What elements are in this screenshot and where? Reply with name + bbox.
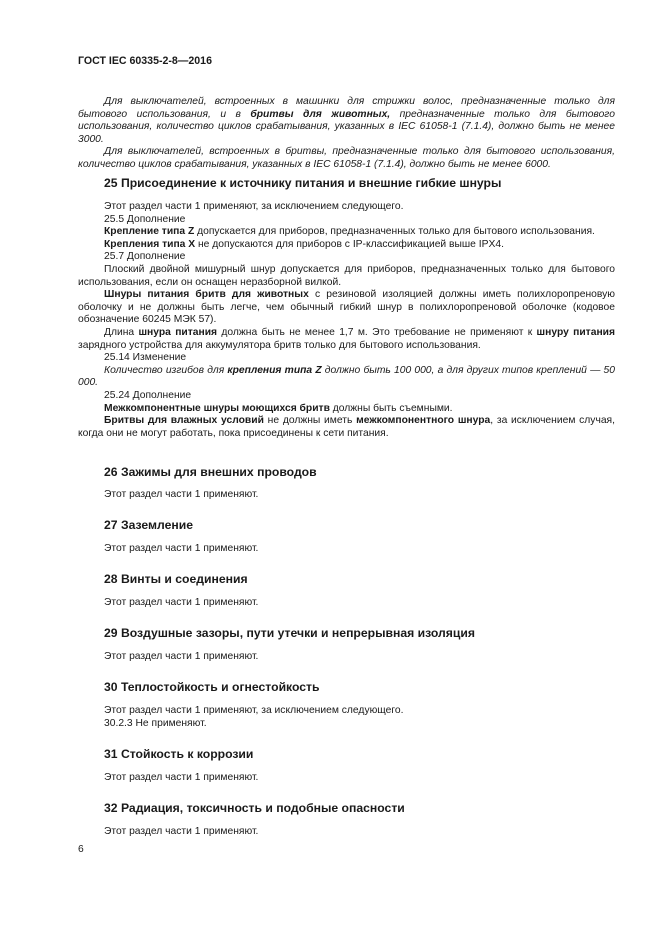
s25-line: Межкомпонентные шнуры моющихся бритв должны быть съемными. [104,402,453,414]
s25-line: Этот раздел части 1 применяют, за исключением следующего. [104,201,404,212]
section-text: Этот раздел части 1 применяют. [104,543,259,554]
s25-line: Количество изгибов для крепления типа Z должно быть 100 000, а для других типов креплений — 50 000. [78,364,616,389]
section-32-body [78,826,615,839]
section-28-title: 28 Винты и соединения [104,572,248,586]
section-26-title: 26 Зажимы для внешних проводов [104,465,317,479]
section-text: 30.2.3 Не применяют. [104,717,207,729]
document-header: ГОСТ IEC 60335-2-8—2016 [78,55,212,67]
section-text: Этот раздел части 1 применяют. [104,597,259,608]
intro-paragraph-1: Для выключателей, встроенных в машинки для стрижки волос, предназначенные только для бытового использования, и в бритвы для животных, предназначенные только для бытового использования, количество циклов срабатывания, указанных в IEC 61058-1 (7.1.4), должно быть не менее 3000. [78,96,615,145]
intro-paragraph-2: Для выключателей, встроенных в бритвы, предназначенные только для бытового использования, количество циклов срабатывания, указанных в IEC 61058-1 (7.1.4), должно быть не менее 6000. [78,146,615,170]
section-text: Этот раздел части 1 применяют. [104,489,259,500]
s25-line: Шнуры питания бритв для животных с резиновой изоляцией должны иметь полихлоропреновую оболочку и не должны быть легче, чем обычный гибкий шнур в полихлоропреновой оболочке (кодовое обозначение 60245 МЭК 57). [78,289,615,326]
intro-block [78,96,615,172]
section-25-body [78,201,615,440]
s25-line: Крепления типа X не допускаются для приборов с IP-классификацией выше IPX4. [104,238,504,250]
s25-line: 25.14 Изменение [104,352,187,364]
s25-line: 25.7 Дополнение [104,251,186,263]
section-28-body [78,597,615,610]
page-number: 6 [78,844,84,855]
section-31-title: 31 Стойкость к коррозии [104,747,254,761]
section-text: Этот раздел части 1 применяют, за исключением следующего. [104,705,404,716]
s25-line: Длина шнура питания должна быть не менее 1,7 м. Это требование не применяют к шнуру питания зарядного устройства для аккумулятора бритв только для бытового использования. [78,326,616,351]
section-29-body [78,651,615,664]
section-30-title: 30 Теплостойкость и огнестойкость [104,680,320,694]
section-30-body [78,705,615,730]
s25-line: 25.24 Дополнение [104,389,192,401]
section-32-title: 32 Радиация, токсичность и подобные опасности [104,801,405,815]
section-27-body [78,543,615,556]
section-text: Этот раздел части 1 применяют. [104,772,259,783]
section-25-title: 25 Присоединение к источнику питания и внешние гибкие шнуры [104,176,502,190]
section-31-body [78,772,615,785]
s25-line: Крепление типа Z допускается для приборов, предназначенных только для бытового использования. [104,226,595,238]
s25-line: Бритвы для влажных условий не должны иметь межкомпонентного шнура, за исключением случая, когда они не могут работать, пока присоединены к сети питания. [78,415,615,439]
section-29-title: 29 Воздушные зазоры, пути утечки и непрерывная изоляция [104,626,475,640]
section-27-title: 27 Заземление [104,518,194,532]
s25-line: Плоский двойной мишурный шнур допускается для приборов, предназначенных только для бытового использования, если он оснащен неразборной вилкой. [78,263,615,288]
section-text: Этот раздел части 1 применяют. [104,826,259,837]
section-26-body [78,489,615,502]
section-text: Этот раздел части 1 применяют. [104,651,259,662]
s25-line: 25.5 Дополнение [104,213,186,225]
